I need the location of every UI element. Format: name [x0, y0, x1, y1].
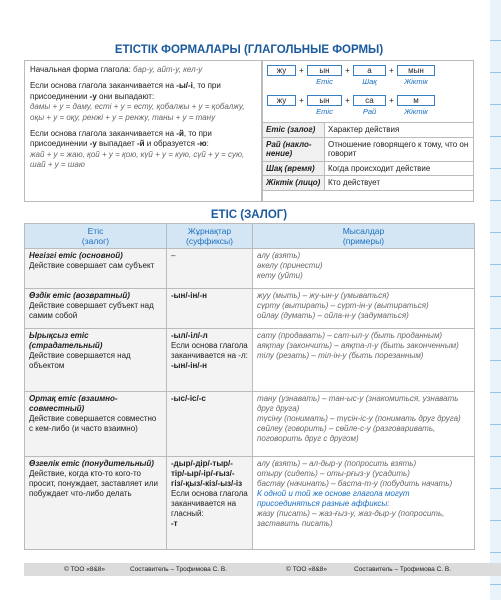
- rule-initial-form: Начальная форма глагола: бар-у, айт-у, кел-у: [30, 65, 203, 74]
- table-row: Жіктік (лицо) Кто действует: [263, 176, 474, 191]
- rule-y-i: Если основа глагола заканчивается на -ы/-і, то при присоединении -у они выпадают: дамы + у = даму, есті + у = есту, қобалжы + у = қобалжу, оқы + у = оқу, ренжі + у = ренжу, таны + у = тану: [30, 81, 245, 122]
- formula-row-2: жу + ын Етіс + са Рай + м Жіктік: [267, 95, 435, 116]
- table-row: Өзгелік етіс (понудительный) Действие, когда кто-то кого-то просит, понуждает, заставляет или побуждает что-либо делать -дыр/-дір/-тыр/-тір/-ыр/-ір/-ғыз/-гіз/-қыз/-кіз/-ыз/-із Если основа глагола заканчивается на гласный: -т алу (взять) – ал-дыр-у (попросить взять) отыру (сидеть) – оты-рғыз-у (усадить) бастау (начинать) – баста-т-у (побудить начать) К одной и той же основе глагола могут присоединяться разные аффиксы: жазу (писать) – жаз-ғыз-у, жаз-дыр-у (попросить, заставить писать): [25, 457, 475, 550]
- formula-box: м: [397, 95, 435, 106]
- table-row: Етіс (залог) Характер действия: [263, 123, 474, 138]
- column-header: Етіс (залог): [25, 224, 167, 249]
- formula-box: жу: [267, 95, 296, 106]
- table-row: Негізгі етіс (основной) Действие совершает сам субъект – алу (взять) әкелу (принести) кету (уйти): [25, 249, 475, 289]
- formula-box: са: [353, 95, 386, 106]
- table-header-row: [25, 224, 475, 249]
- section-title: ЕТІС (ЗАЛОГ): [210, 209, 288, 221]
- meaning-table: [262, 122, 474, 191]
- page-footer: [24, 563, 501, 576]
- footer-copyright: © ТОО «8&8»: [64, 566, 105, 573]
- formula-box: ын: [307, 95, 342, 106]
- column-header: Жұрнақтар (суффиксы): [167, 224, 253, 249]
- formula-box: мын: [397, 65, 435, 76]
- table-row: Ырықсыз етіс (страдательный) Действие совершается над объектом -ыл/-іл/-л Если основа глагола заканчивается на -л: -ын/-ін/-н сату (продавать) – сат-ыл-у (быть проданным) аяқтау (закончить) – аяқта-л-у (быть законченным) тілу (резать) – тіл-ін-у (быть порезанным): [25, 329, 475, 392]
- rule-i-short: Если основа глагола заканчивается на -й, то при присоединении -у выпадает -й и образуется -ю: жай + у = жаю, қой + у = қою, күй + у = кую, сүй + у = сую, шай + у = шаю: [30, 129, 245, 170]
- table-row: Рай (накло-нение) Отношение говорящего к тому, что он говорит: [263, 137, 474, 161]
- table-row: Өздік етіс (возвратный) Действие совершает субъект над самим собой -ын/-ін/-н жуу (мыть) – жу-ын-у (умываться) сүрту (вытирать) – сүрт-ін-у (вытираться) ойлау (думать) – ойла-н-у (задуматься): [25, 289, 475, 329]
- footer-author: Составитель – Трофимова С. В.: [354, 566, 452, 573]
- page-title: ЕТІСТІК ФОРМАЛАРЫ (ГЛАГОЛЬНЫЕ ФОРМЫ): [114, 44, 384, 56]
- footer-author: Составитель – Трофимова С. В.: [130, 566, 228, 573]
- formula-box: а: [353, 65, 386, 76]
- table-row: Шақ (время) Когда происходит действие: [263, 161, 474, 176]
- column-header: Мысалдар (примеры): [253, 224, 475, 249]
- voice-table: [24, 223, 475, 550]
- footer-copyright: © ТОО «8&8»: [286, 566, 327, 573]
- formula-row-1: жу + ын Етіс + а Шақ + мын Жіктік: [267, 65, 435, 86]
- formula-box: жу: [267, 65, 296, 76]
- formula-box: ын: [307, 65, 342, 76]
- table-row: Ортақ етіс (взаимно-совместный) Действие совершается совместно с кем-либо (и часто взаимно) -ыс/-іс/-с тану (узнавать) – тан-ыс-у (знакомиться, узнавать друг друга) түсіну (понимать) – түсін-іс-у (понимать друг друга) сөйлеу (говорить) – сөйле-с-у (разговаривать, поговорить друг с другом): [25, 392, 475, 457]
- rules-box: [24, 60, 262, 202]
- margin-stripe: [490, 0, 501, 600]
